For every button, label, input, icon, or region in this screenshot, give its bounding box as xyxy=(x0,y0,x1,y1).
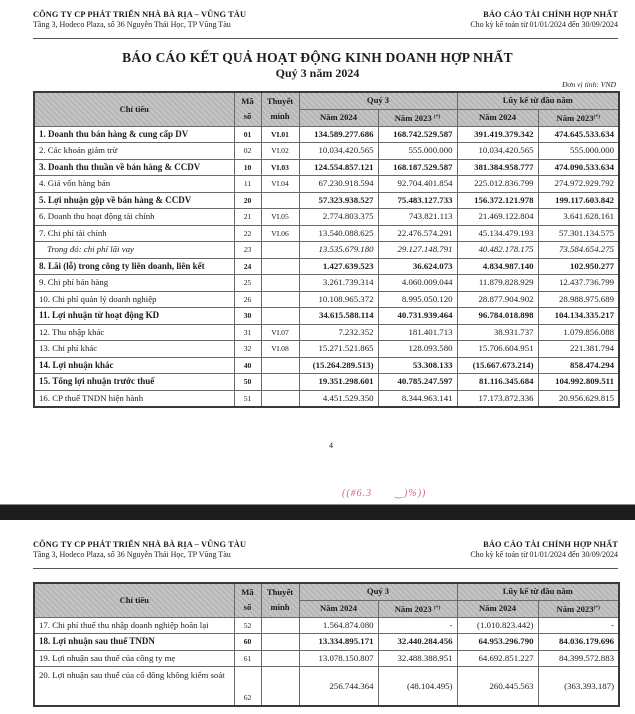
value-ytd-2024: 17.173.872.336 xyxy=(457,390,538,407)
value-ytd-2024: 11.879.828.929 xyxy=(457,275,538,292)
value-ytd-2024: 381.384.958.777 xyxy=(457,159,538,176)
value-q3-2023: - xyxy=(378,617,457,634)
table-body xyxy=(34,126,619,407)
value-q3-2024: 4.451.529.350 xyxy=(299,390,378,407)
value-q3-2023: 128.093.580 xyxy=(378,341,457,358)
header-code: Mã số xyxy=(234,583,261,617)
row-note xyxy=(261,192,299,209)
value-q3-2024: 13.334.895.171 xyxy=(299,634,378,651)
value-q3-2024: (15.264.289.513) xyxy=(299,357,378,374)
row-code: 62 xyxy=(234,667,261,707)
value-q3-2024: 134.589.277.686 xyxy=(299,126,378,143)
row-label: 6. Doanh thu hoạt động tài chính xyxy=(34,209,234,226)
row-note xyxy=(261,374,299,391)
row-note: VI.06 xyxy=(261,225,299,242)
row-note xyxy=(261,291,299,308)
value-q3-2024: 256.744.364 xyxy=(299,667,378,707)
row-code: 20 xyxy=(234,192,261,209)
value-q3-2024: 13.535.679.180 xyxy=(299,242,378,259)
value-ytd-2023: 474.645.533.634 xyxy=(538,126,619,143)
value-ytd-2023: 84.399.572.883 xyxy=(538,650,619,667)
row-note xyxy=(261,275,299,292)
value-q3-2024: 13.540.088.625 xyxy=(299,225,378,242)
value-q3-2023: 168.187.529.587 xyxy=(378,159,457,176)
value-q3-2024: 10.108.965.372 xyxy=(299,291,378,308)
seal-stamp-mark: ‿)%)) xyxy=(395,488,427,499)
header-quarter-group: Quý 3 xyxy=(299,583,457,600)
row-label: 13. Chi phí khác xyxy=(34,341,234,358)
value-ytd-2023: 1.079.856.088 xyxy=(538,324,619,341)
value-ytd-2024: 81.116.345.684 xyxy=(457,374,538,391)
header-cumulative-group: Lũy kế từ đầu năm xyxy=(457,92,619,109)
row-note xyxy=(261,390,299,407)
value-q3-2023: 743.821.113 xyxy=(378,209,457,226)
value-ytd-2023: 12.437.736.799 xyxy=(538,275,619,292)
report-type: BÁO CÁO TÀI CHÍNH HỢP NHẤT xyxy=(483,10,618,19)
row-code: 21 xyxy=(234,209,261,226)
row-label: 14. Lợi nhuận khác xyxy=(34,357,234,374)
value-ytd-2023: 555.000.000 xyxy=(538,143,619,160)
row-code: 01 xyxy=(234,126,261,143)
value-ytd-2024: 391.419.379.342 xyxy=(457,126,538,143)
company-name: CÔNG TY CP PHÁT TRIỂN NHÀ BÀ RỊA – VŨNG TÀU xyxy=(33,10,247,19)
value-ytd-2023: 28.988.975.689 xyxy=(538,291,619,308)
value-ytd-2023: 102.950.277 xyxy=(538,258,619,275)
row-note: VI.05 xyxy=(261,209,299,226)
value-ytd-2024: 64.692.851.227 xyxy=(457,650,538,667)
table-row xyxy=(34,324,619,341)
value-q3-2024: 19.351.298.601 xyxy=(299,374,378,391)
value-ytd-2024: 10.034.420.565 xyxy=(457,143,538,160)
income-statement-table xyxy=(33,91,620,408)
value-q3-2023: 4.060.009.044 xyxy=(378,275,457,292)
value-q3-2024: 1.427.639.523 xyxy=(299,258,378,275)
table-row xyxy=(34,308,619,325)
header-code: Mã số xyxy=(234,92,261,126)
row-note: VI.04 xyxy=(261,176,299,193)
value-q3-2023: (48.104.495) xyxy=(378,667,457,707)
value-q3-2023: 168.742.529.587 xyxy=(378,126,457,143)
table-row xyxy=(34,275,619,292)
header-q3-2023: Năm 2023 (*) xyxy=(378,109,457,126)
row-label: Trong đó: chi phí lãi vay xyxy=(34,242,234,259)
row-note: VI.08 xyxy=(261,341,299,358)
seal-stamp-mark: ((#6.3 xyxy=(342,488,373,499)
row-label: 1. Doanh thu bán hàng & cung cấp DV xyxy=(34,126,234,143)
row-note xyxy=(261,308,299,325)
value-q3-2024: 2.774.803.375 xyxy=(299,209,378,226)
table-row xyxy=(34,143,619,160)
row-label: 19. Lợi nhuận sau thuế của công ty mẹ xyxy=(34,650,234,667)
header-q3-2023: Năm 2023 (*) xyxy=(378,600,457,617)
header-ytd-2023: Năm 2023(*) xyxy=(538,600,619,617)
row-label: 9. Chi phí bán hàng xyxy=(34,275,234,292)
row-code: 26 xyxy=(234,291,261,308)
row-label: 20. Lợi nhuận sau thuế của cổ đông không kiểm soát xyxy=(34,667,234,707)
table-row xyxy=(34,242,619,259)
page-header xyxy=(33,10,618,39)
table-row xyxy=(34,159,619,176)
value-ytd-2024: 21.469.122.804 xyxy=(457,209,538,226)
report-title: BÁO CÁO KẾT QUẢ HOẠT ĐỘNG KINH DOANH HỢP NHẤT xyxy=(122,50,513,65)
value-q3-2024: 1.564.874.080 xyxy=(299,617,378,634)
value-ytd-2023: 57.301.134.575 xyxy=(538,225,619,242)
value-ytd-2024: 4.834.987.140 xyxy=(457,258,538,275)
report-type: BÁO CÁO TÀI CHÍNH HỢP NHẤT xyxy=(483,540,618,549)
value-ytd-2023: (363.393.187) xyxy=(538,667,619,707)
row-code: 02 xyxy=(234,143,261,160)
value-ytd-2024: 28.877.904.902 xyxy=(457,291,538,308)
row-note: VI.03 xyxy=(261,159,299,176)
value-ytd-2024: (1.010.823.442) xyxy=(457,617,538,634)
value-q3-2024: 13.078.150.807 xyxy=(299,650,378,667)
value-ytd-2024: 96.784.018.898 xyxy=(457,308,538,325)
value-q3-2023: 40.731.939.464 xyxy=(378,308,457,325)
value-q3-2023: 32.440.284.456 xyxy=(378,634,457,651)
table-row xyxy=(34,650,619,667)
header-indicator: Chỉ tiêu xyxy=(34,583,234,617)
row-note: VI.01 xyxy=(261,126,299,143)
table-row xyxy=(34,209,619,226)
value-ytd-2023: 3.641.628.161 xyxy=(538,209,619,226)
value-q3-2023: 32.488.388.951 xyxy=(378,650,457,667)
value-ytd-2023: 274.972.929.792 xyxy=(538,176,619,193)
company-name: CÔNG TY CP PHÁT TRIỂN NHÀ BÀ RỊA – VŨNG TÀU xyxy=(33,540,247,549)
value-q3-2023: 29.127.148.791 xyxy=(378,242,457,259)
value-q3-2024: 34.615.588.114 xyxy=(299,308,378,325)
value-q3-2023: 555.000.000 xyxy=(378,143,457,160)
header-note: Thuyết minh xyxy=(261,92,299,126)
table-body xyxy=(34,617,619,706)
header-ytd-2024: Năm 2024 xyxy=(457,600,538,617)
value-q3-2023: 8.344.963.141 xyxy=(378,390,457,407)
value-q3-2024: 57.323.938.527 xyxy=(299,192,378,209)
header-ytd-2023: Năm 2023(*) xyxy=(538,109,619,126)
currency-unit: Đơn vị tính: VND xyxy=(561,80,616,89)
table-row xyxy=(34,390,619,407)
value-ytd-2024: (15.667.673.214) xyxy=(457,357,538,374)
table-row xyxy=(34,258,619,275)
row-code: 31 xyxy=(234,324,261,341)
header-quarter-group: Quý 3 xyxy=(299,92,457,109)
value-ytd-2024: 64.953.296.790 xyxy=(457,634,538,651)
header-q3-2024: Năm 2024 xyxy=(299,600,378,617)
row-note: VI.02 xyxy=(261,143,299,160)
row-code: 22 xyxy=(234,225,261,242)
row-code: 60 xyxy=(234,634,261,651)
value-ytd-2023: 84.036.179.696 xyxy=(538,634,619,651)
value-ytd-2024: 156.372.121.978 xyxy=(457,192,538,209)
value-q3-2024: 3.261.739.314 xyxy=(299,275,378,292)
report-period: Cho kỳ kế toán từ 01/01/2024 đến 30/09/2024 xyxy=(470,20,618,29)
company-address: Tầng 3, Hodeco Plaza, số 36 Nguyễn Thái Học, TP Vũng Tàu xyxy=(33,550,231,559)
row-label: 12. Thu nhập khác xyxy=(34,324,234,341)
row-note xyxy=(261,634,299,651)
row-label: 7. Chi phí tài chính xyxy=(34,225,234,242)
value-q3-2024: 10.034.420.565 xyxy=(299,143,378,160)
row-code: 32 xyxy=(234,341,261,358)
table-row xyxy=(34,667,619,707)
table-row xyxy=(34,617,619,634)
row-label: 18. Lợi nhuận sau thuế TNDN xyxy=(34,634,234,651)
value-q3-2023: 8.995.050.120 xyxy=(378,291,457,308)
value-ytd-2023: 73.584.654.275 xyxy=(538,242,619,259)
row-label: 11. Lợi nhuận từ hoạt động KD xyxy=(34,308,234,325)
row-label: 2. Các khoản giảm trừ xyxy=(34,143,234,160)
value-ytd-2023: - xyxy=(538,617,619,634)
table-row xyxy=(34,291,619,308)
value-ytd-2024: 45.134.479.193 xyxy=(457,225,538,242)
row-label: 5. Lợi nhuận gộp về bán hàng & CCDV xyxy=(34,192,234,209)
value-q3-2023: 75.483.127.733 xyxy=(378,192,457,209)
value-q3-2023: 181.401.713 xyxy=(378,324,457,341)
value-ytd-2023: 20.956.629.815 xyxy=(538,390,619,407)
row-code: 40 xyxy=(234,357,261,374)
table-row xyxy=(34,357,619,374)
value-q3-2024: 15.271.521.865 xyxy=(299,341,378,358)
table-row xyxy=(34,634,619,651)
row-code: 10 xyxy=(234,159,261,176)
value-q3-2023: 40.785.247.597 xyxy=(378,374,457,391)
value-q3-2023: 53.308.133 xyxy=(378,357,457,374)
row-note: VI.07 xyxy=(261,324,299,341)
value-ytd-2024: 260.445.563 xyxy=(457,667,538,707)
value-q3-2023: 22.476.574.291 xyxy=(378,225,457,242)
row-label: 4. Giá vốn hàng bán xyxy=(34,176,234,193)
page-number: 4 xyxy=(329,441,333,450)
table-row xyxy=(34,192,619,209)
header-indicator: Chỉ tiêu xyxy=(34,92,234,126)
row-code: 30 xyxy=(234,308,261,325)
row-label: 8. Lãi (lỗ) trong công ty liên doanh, liên kết xyxy=(34,258,234,275)
row-label: 10. Chi phí quản lý doanh nghiệp xyxy=(34,291,234,308)
row-code: 51 xyxy=(234,390,261,407)
income-statement-table-continued xyxy=(33,582,620,707)
row-code: 50 xyxy=(234,374,261,391)
table-row xyxy=(34,341,619,358)
row-code: 52 xyxy=(234,617,261,634)
value-ytd-2023: 104.992.809.511 xyxy=(538,374,619,391)
value-ytd-2023: 199.117.603.842 xyxy=(538,192,619,209)
value-q3-2024: 124.554.857.121 xyxy=(299,159,378,176)
value-ytd-2023: 104.134.335.217 xyxy=(538,308,619,325)
row-label: 17. Chi phí thuế thu nhập doanh nghiệp hoãn lại xyxy=(34,617,234,634)
table-row xyxy=(34,225,619,242)
value-ytd-2024: 225.012.836.799 xyxy=(457,176,538,193)
row-code: 24 xyxy=(234,258,261,275)
value-ytd-2024: 15.706.604.951 xyxy=(457,341,538,358)
row-note xyxy=(261,667,299,707)
header-note: Thuyết minh xyxy=(261,583,299,617)
row-label: 3. Doanh thu thuần về bán hàng & CCDV xyxy=(34,159,234,176)
table-row xyxy=(34,126,619,143)
value-ytd-2023: 474.090.533.634 xyxy=(538,159,619,176)
value-ytd-2023: 221.381.794 xyxy=(538,341,619,358)
header-ytd-2024: Năm 2024 xyxy=(457,109,538,126)
header-cumulative-group: Lũy kế từ đầu năm xyxy=(457,583,619,600)
row-note xyxy=(261,357,299,374)
row-code: 61 xyxy=(234,650,261,667)
row-code: 23 xyxy=(234,242,261,259)
report-period: Cho kỳ kế toán từ 01/01/2024 đến 30/09/2024 xyxy=(470,550,618,559)
value-ytd-2023: 858.474.294 xyxy=(538,357,619,374)
row-code: 25 xyxy=(234,275,261,292)
value-q3-2024: 7.232.352 xyxy=(299,324,378,341)
row-label: 15. Tổng lợi nhuận trước thuế xyxy=(34,374,234,391)
value-q3-2024: 67.230.918.594 xyxy=(299,176,378,193)
table-row xyxy=(34,176,619,193)
page-header xyxy=(33,540,618,569)
value-ytd-2024: 40.482.178.175 xyxy=(457,242,538,259)
company-address: Tầng 3, Hodeco Plaza, số 36 Nguyễn Thái Học, TP Vũng Tàu xyxy=(33,20,231,29)
value-q3-2023: 36.624.073 xyxy=(378,258,457,275)
row-code: 11 xyxy=(234,176,261,193)
value-q3-2023: 92.704.401.854 xyxy=(378,176,457,193)
row-note xyxy=(261,258,299,275)
report-subtitle: Quý 3 năm 2024 xyxy=(275,66,360,80)
value-ytd-2024: 38.931.737 xyxy=(457,324,538,341)
row-note xyxy=(261,242,299,259)
row-note xyxy=(261,617,299,634)
table-row xyxy=(34,374,619,391)
row-label: 16. CP thuế TNDN hiện hành xyxy=(34,390,234,407)
header-q3-2024: Năm 2024 xyxy=(299,109,378,126)
row-note xyxy=(261,650,299,667)
